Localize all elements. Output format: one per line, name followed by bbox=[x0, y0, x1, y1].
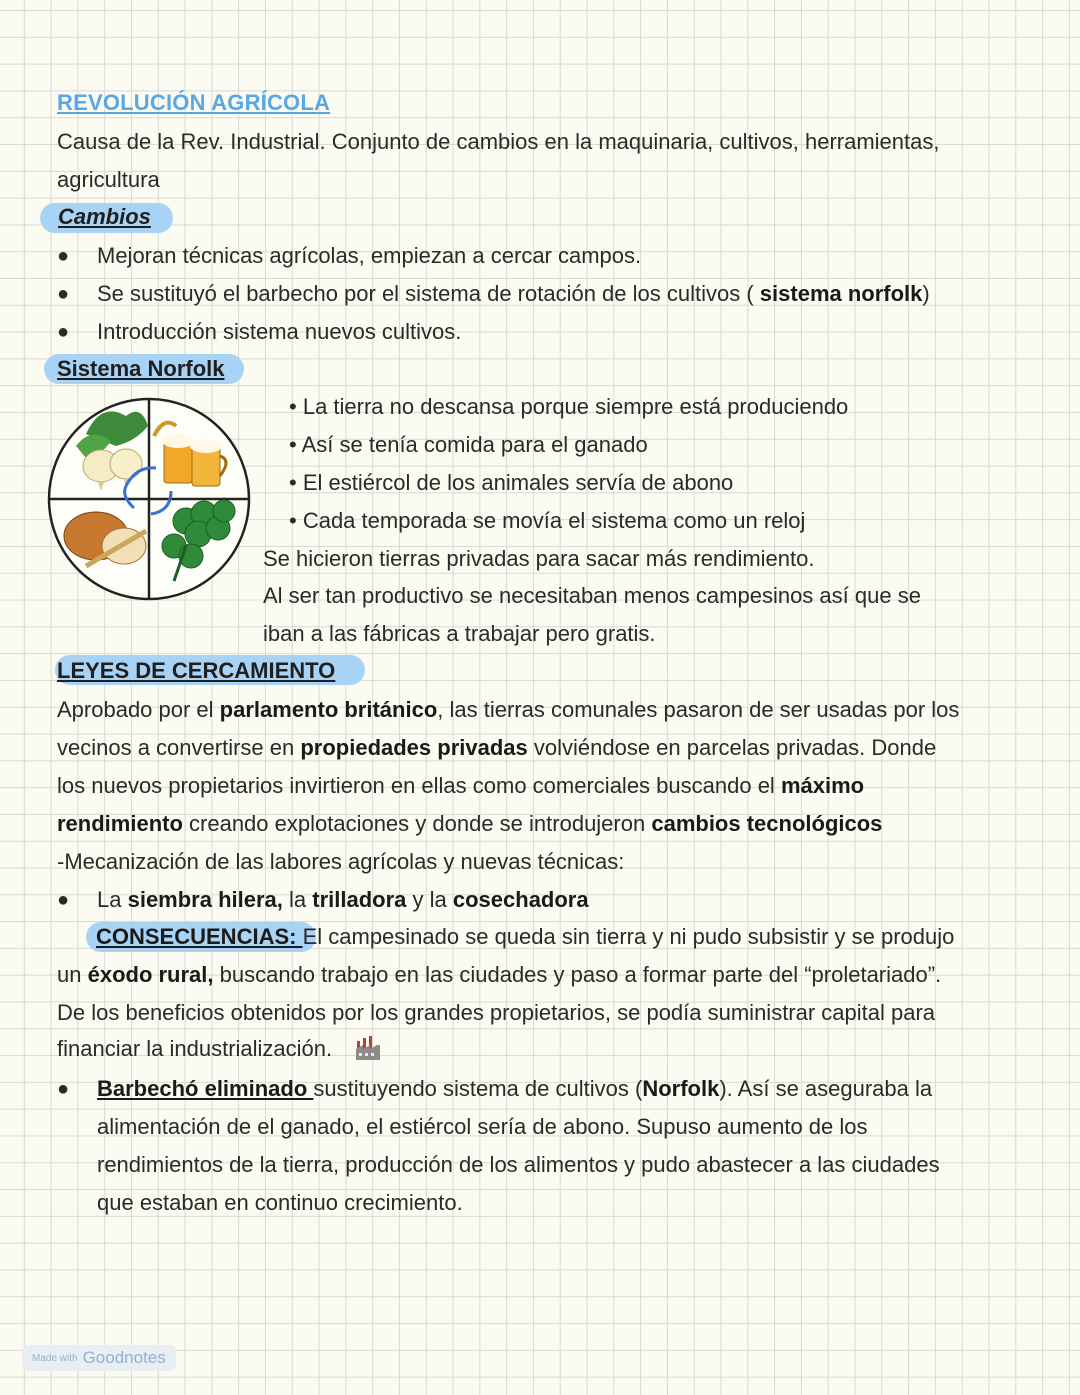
leyes-line-3 bbox=[57, 773, 864, 799]
leyes-bullet bbox=[97, 887, 589, 913]
norfolk-heading: Sistema Norfolk bbox=[57, 356, 225, 381]
barbecho-line-1 bbox=[97, 1076, 932, 1102]
barbecho-line-1-bold: Norfolk bbox=[642, 1076, 720, 1101]
leyes-bullet-c: y la bbox=[406, 887, 453, 912]
leyes-bullet-a: La bbox=[97, 887, 128, 912]
barbecho-line-1-a: sustituyendo sistema de cultivos ( bbox=[313, 1076, 643, 1101]
barbecho-line-2: alimentación de el ganado, el estiércol sería de abono. Supuso aumento de los bbox=[97, 1114, 868, 1139]
bullet-icon: ● bbox=[57, 321, 70, 343]
leyes-line-4-mid: creando explotaciones y donde se introdujeron bbox=[182, 811, 652, 836]
leyes-line-5: -Mecanización de las labores agrícolas y nuevas técnicas: bbox=[57, 849, 625, 874]
norfolk-paragraph-2-line-1: Al ser tan productivo se necesitaban menos campesinos así que se bbox=[263, 583, 921, 608]
leyes-line-2-bold: propiedades privadas bbox=[300, 735, 528, 760]
leyes-line-3-a: los nuevos propietarios invirtieron en ellas como comerciales buscando el bbox=[57, 773, 781, 798]
leyes-line-4-bold-2: cambios tecnológicos bbox=[651, 811, 883, 836]
intro-line-1: Causa de la Rev. Industrial. Conjunto de cambios en la maquinaria, cultivos, herramientas, bbox=[57, 129, 940, 154]
leyes-line-2-b: volviéndose en parcelas privadas. Donde bbox=[527, 735, 937, 760]
norfolk-point-2-text: Así se tenía comida para el ganado bbox=[301, 432, 648, 457]
cambios-bullet-2-text: Se sustituyó el barbecho por el sistema de rotación de los cultivos ( bbox=[97, 281, 760, 306]
bullet-icon: ● bbox=[57, 283, 70, 305]
consecuencias-line-1-text: El campesinado se queda sin tierra y ni pudo subsistir y se produjo bbox=[302, 924, 955, 949]
bullet-icon: ● bbox=[57, 245, 70, 267]
consecuencias-line-1 bbox=[96, 924, 954, 950]
consecuencias-line-2-a: un bbox=[57, 962, 88, 987]
cambios-bullet-3: Introducción sistema nuevos cultivos. bbox=[97, 319, 462, 344]
page-title: REVOLUCIÓN AGRÍCOLA bbox=[57, 90, 331, 115]
consecuencias-heading: CONSECUENCIAS: bbox=[96, 924, 303, 949]
leyes-line-1 bbox=[57, 697, 959, 723]
leyes-line-2-a: vecinos a convertirse en bbox=[57, 735, 301, 760]
crop-rotation-wheel-illustration bbox=[46, 396, 252, 602]
goodnotes-brand: Goodnotes bbox=[82, 1348, 166, 1367]
barbecho-line-4: que estaban en continuo crecimiento. bbox=[97, 1190, 463, 1215]
leyes-bullet-bold-1: siembra hilera, bbox=[127, 887, 283, 912]
made-with-label: Made with bbox=[32, 1352, 78, 1364]
norfolk-paragraph-1: Se hicieron tierras privadas para sacar más rendimiento. bbox=[263, 546, 815, 571]
small-bullet-icon: • bbox=[289, 394, 297, 419]
norfolk-point-3 bbox=[289, 470, 733, 496]
consecuencias-line-2-b: buscando trabajo en las ciudades y paso a formar parte del “proletariado”. bbox=[213, 962, 942, 987]
consecuencias-line-3: De los beneficios obtenidos por los grandes propietarios, se podía suministrar capital para bbox=[57, 1000, 936, 1025]
norfolk-point-4 bbox=[289, 508, 805, 534]
barbecho-heading: Barbechó eliminado bbox=[97, 1076, 314, 1101]
leyes-line-4-bold-1: rendimiento bbox=[57, 811, 183, 836]
norfolk-paragraph-2-line-2: iban a las fábricas a trabajar pero gratis. bbox=[263, 621, 656, 646]
barbecho-line-1-b: ). Así se aseguraba la bbox=[719, 1076, 933, 1101]
consecuencias-line-2 bbox=[57, 962, 941, 988]
norfolk-point-4-text: Cada temporada se movía el sistema como un reloj bbox=[302, 508, 806, 533]
goodnotes-watermark bbox=[22, 1345, 176, 1371]
cambios-bullet-1: Mejoran técnicas agrícolas, empiezan a cercar campos. bbox=[97, 243, 642, 268]
leyes-bullet-bold-3: cosechadora bbox=[452, 887, 589, 912]
barbecho-line-3: rendimientos de la tierra, producción de los alimentos y pudo abastecer a las ciudades bbox=[97, 1152, 940, 1177]
norfolk-point-2 bbox=[289, 432, 648, 458]
consecuencias-line-2-bold: éxodo rural, bbox=[87, 962, 214, 987]
norfolk-point-3-text: El estiércol de los animales servía de abono bbox=[302, 470, 734, 495]
norfolk-point-1 bbox=[289, 394, 848, 420]
leyes-line-1-bold: parlamento británico bbox=[219, 697, 438, 722]
cambios-heading: Cambios bbox=[58, 204, 151, 229]
leyes-bullet-b: la bbox=[282, 887, 313, 912]
intro-line-2: agricultura bbox=[57, 167, 160, 192]
leyes-line-4 bbox=[57, 811, 882, 837]
bullet-icon: ● bbox=[57, 1078, 70, 1100]
small-bullet-icon: • bbox=[289, 508, 297, 533]
bullet-icon: ● bbox=[57, 889, 70, 911]
leyes-bullet-bold-2: trilladora bbox=[312, 887, 407, 912]
norfolk-point-1-text: La tierra no descansa porque siempre está produciendo bbox=[302, 394, 849, 419]
cambios-bullet-2-bold: sistema norfolk bbox=[759, 281, 923, 306]
leyes-line-2 bbox=[57, 735, 936, 761]
small-bullet-icon: • bbox=[289, 432, 297, 457]
consecuencias-line-4: financiar la industrialización. bbox=[57, 1036, 333, 1061]
cambios-bullet-2 bbox=[97, 281, 930, 307]
leyes-heading: LEYES DE CERCAMIENTO bbox=[57, 658, 336, 683]
small-bullet-icon: • bbox=[289, 470, 297, 495]
leyes-line-1-a: Aprobado por el bbox=[57, 697, 220, 722]
cambios-bullet-2-end: ) bbox=[922, 281, 930, 306]
leyes-line-3-bold: máximo bbox=[780, 773, 865, 798]
leyes-line-1-b: , las tierras comunales pasaron de ser usadas por los bbox=[437, 697, 960, 722]
factory-icon bbox=[354, 1033, 382, 1061]
